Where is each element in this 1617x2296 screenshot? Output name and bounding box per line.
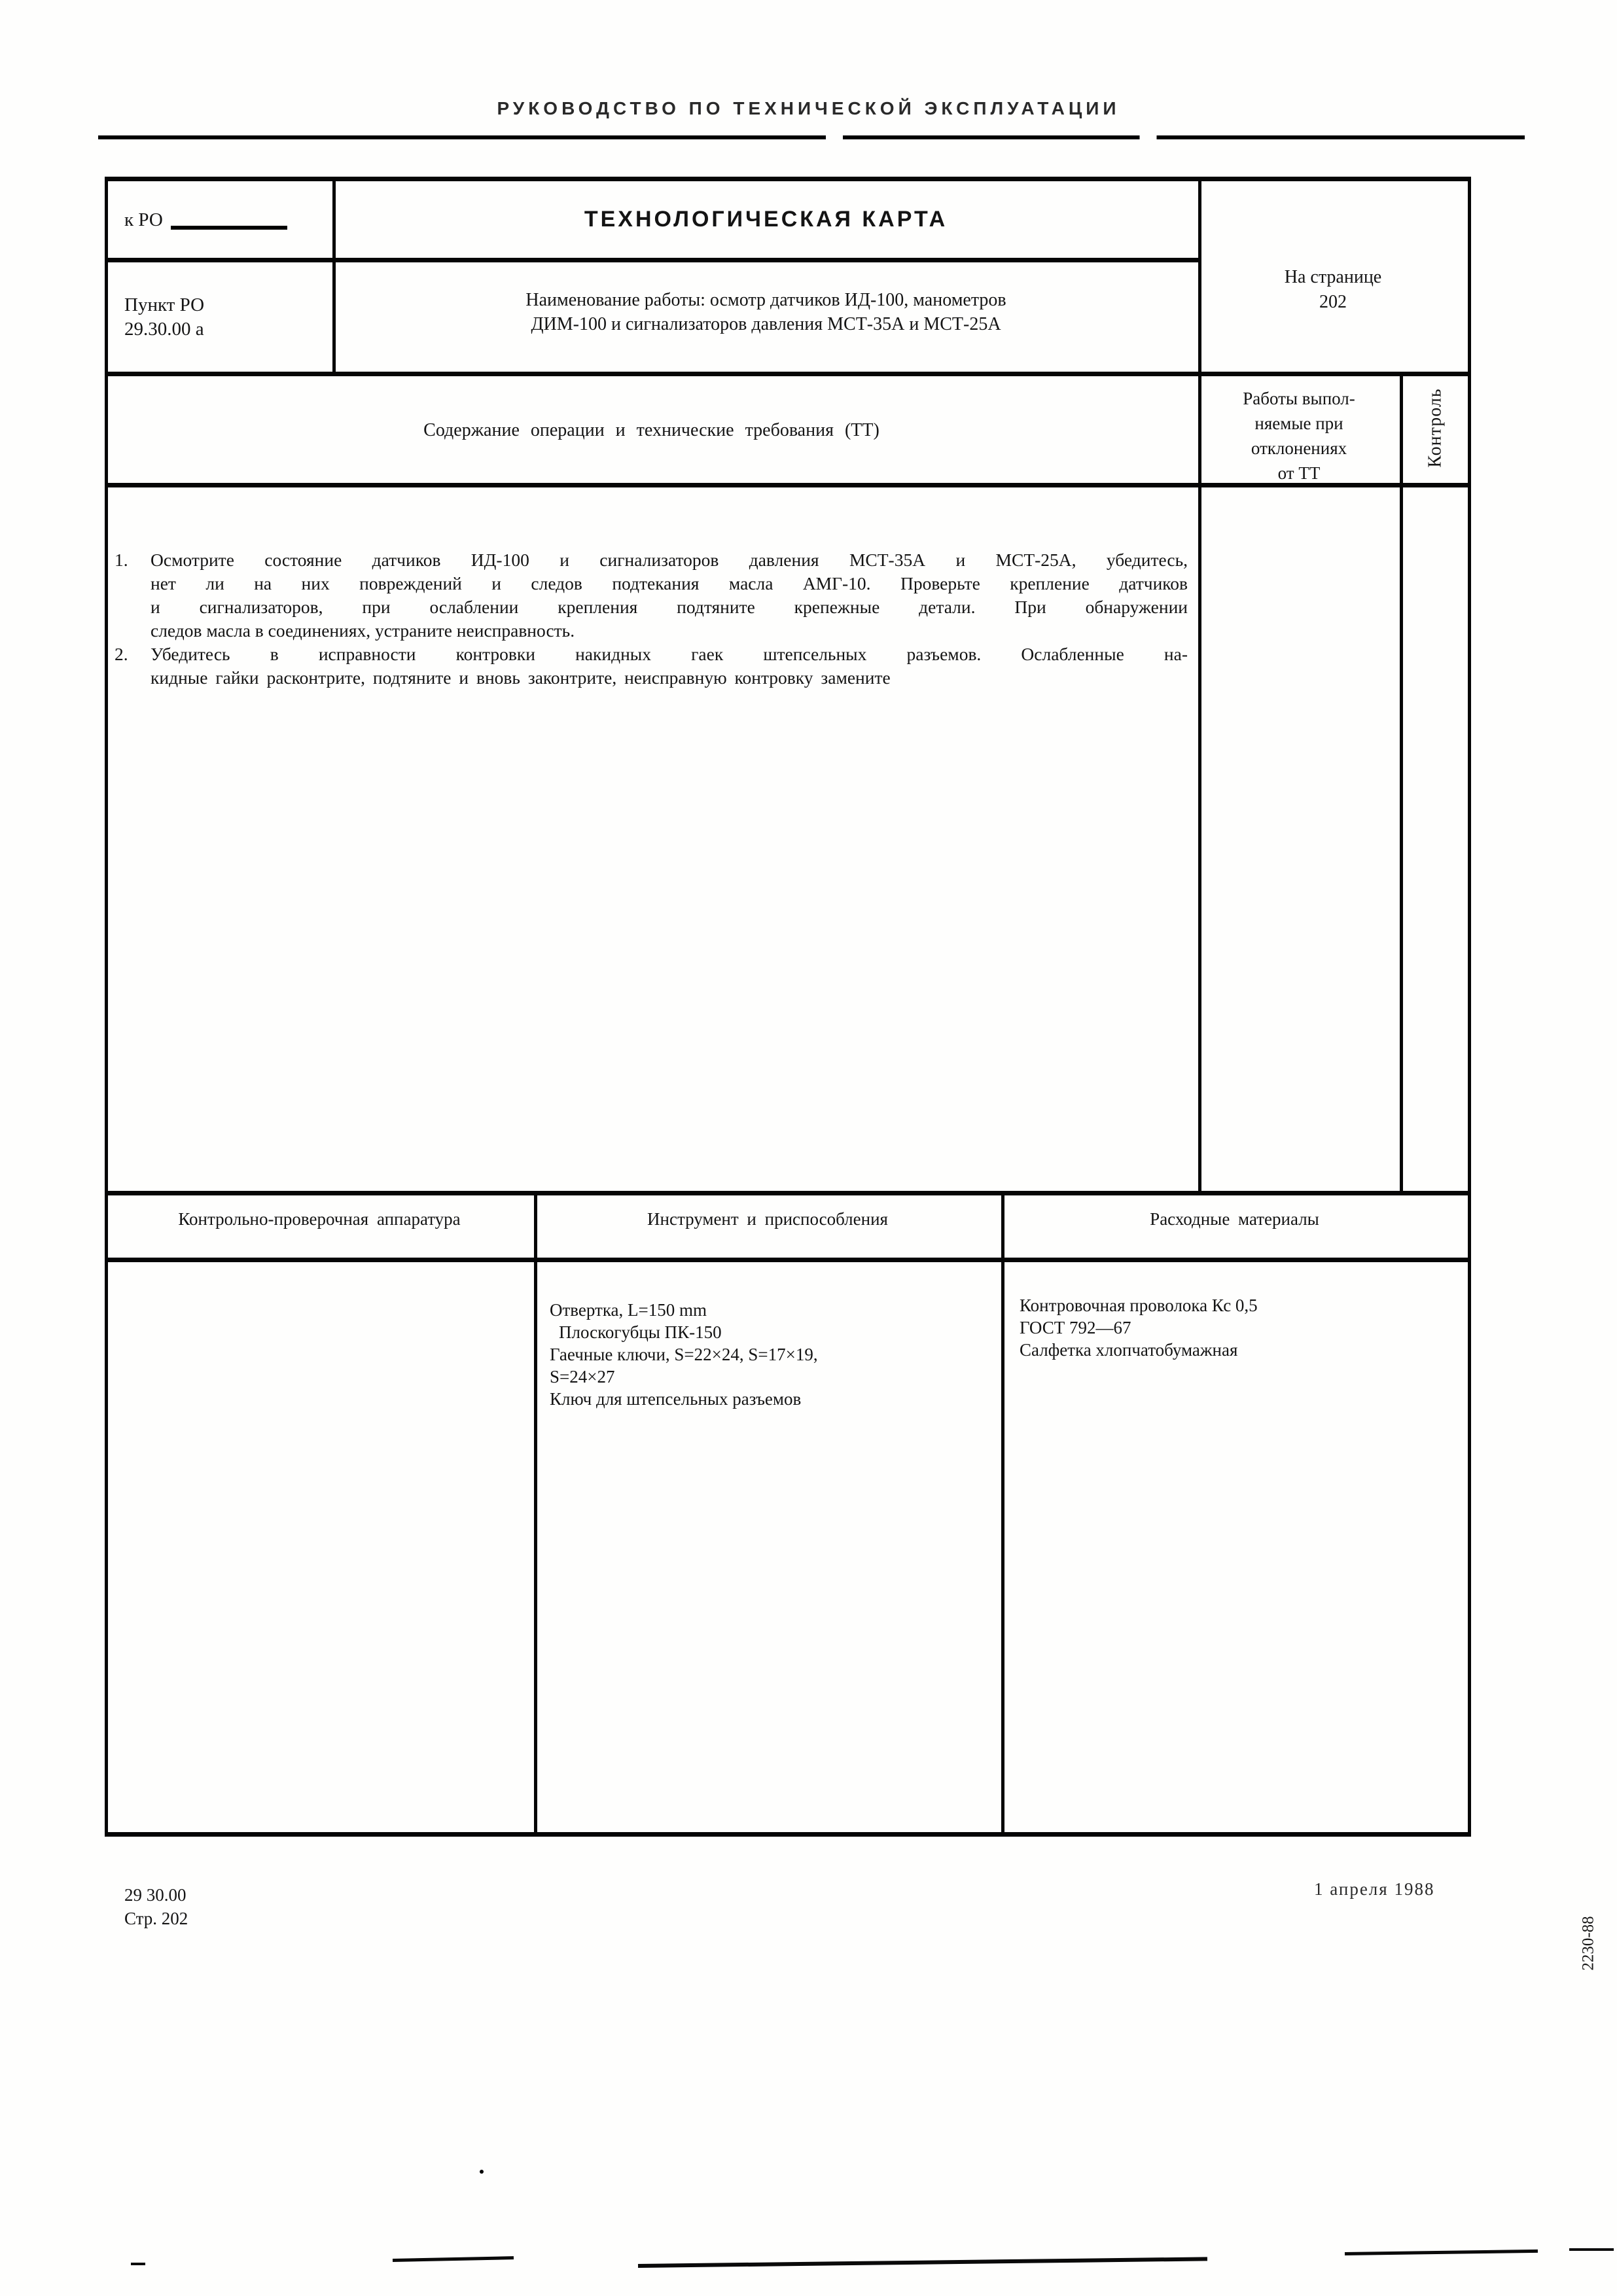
table-border [1198,177,1201,1194]
work-name-line: ДИМ-100 и сигнализаторов давления МСТ-35А и МСТ-25А [531,314,1001,334]
on-page-cell [1198,265,1468,315]
materials-header: Расходные материалы [1150,1209,1319,1229]
on-page-value: 202 [1319,292,1347,312]
margin-print-code: 2230-88 [1580,1916,1598,1971]
operation-line: и сигнализаторов, при ослаблении крепления подтяните крепежные детали. При обнаружении [151,597,1188,617]
scan-artifact [638,2257,1207,2268]
punkt-ro-value: 29.30.00 а [124,319,204,340]
scan-artifact [393,2256,514,2262]
footer-date: 1 апреля 1988 [1314,1879,1435,1899]
material-item: Салфетка хлопчатобумажная [1020,1340,1238,1360]
footer-doc-ref [124,1883,188,1930]
to-ro-cell [124,209,287,231]
header-rule [98,135,1525,139]
tool-item: S=24×27 [550,1367,615,1386]
test-equipment-header: Контрольно-проверочная аппаратура [178,1209,461,1229]
footer-doc-code: 29 30.00 [124,1885,187,1905]
control-column-header [1403,374,1468,482]
operations-content [115,548,1188,690]
operation-text: Убедитесь в исправности контровки накидных гаек штепсельных разъемов. Ослабленные на- [151,644,1188,664]
page-title: РУКОВОДСТВО ПО ТЕХНИЧЕСКОЙ ЭКСПЛУАТАЦИИ [497,98,1120,118]
table-border [105,1191,1471,1195]
material-item: ГОСТ 792—67 [1020,1318,1131,1337]
scan-artifact [131,2263,145,2265]
work-name-cell [334,288,1198,336]
table-border [105,1258,1471,1262]
scan-artifact [1345,2250,1538,2255]
scan-artifact [1569,2248,1614,2251]
tool-item: Ключ для штепсельных разъемов [550,1389,802,1409]
table-border [534,1191,537,1837]
operation-text: Осмотрите состояние датчиков ИД-100 и сигнализаторов давления МСТ-35А и МСТ-25А, убедитесь, [151,550,1188,570]
tools-header: Инструмент и приспособления [647,1209,888,1229]
materials-list [1020,1294,1451,1361]
tool-item: Отвертка, L=150 mm [550,1300,707,1320]
tools-list [550,1299,988,1410]
footer-page-number: Стр. 202 [124,1909,188,1928]
deviations-column-header: Работы выпол- няемые при отклонениях от ТТ [1243,389,1355,483]
table-border [1468,177,1471,1837]
card-title: ТЕХНОЛОГИЧЕСКАЯ КАРТА [584,207,948,232]
operation-line [115,548,1188,572]
material-item: Контровочная проволока Кс 0,5 [1020,1296,1258,1315]
to-ro-blank-line [171,219,287,230]
work-name-line: Наименование работы: осмотр датчиков ИД-100, манометров [525,290,1006,310]
operation-line: следов масла в соединениях, устраните неисправность. [151,620,575,641]
operation-line: кидные гайки расконтрите, подтяните и вновь законтрите, неисправную контровку замените [151,667,891,688]
table-border [1001,1191,1004,1837]
table-border [1400,372,1403,1194]
operation-line [115,643,1188,666]
scan-speck [480,2170,484,2174]
tool-item: Плоскогубцы ПК-150 [559,1322,722,1342]
on-page-label: На странице [1284,267,1382,287]
table-border [105,258,1201,262]
punkt-ro-cell [124,293,204,342]
operation-line: нет ли на них повреждений и следов подтекания масла АМГ-10. Проверьте крепление датчиков [151,573,1188,593]
tool-item: Гаечные ключи, S=22×24, S=17×19, [550,1345,818,1364]
content-column-header: Содержание операции и технические требования (ТТ) [423,420,880,440]
table-border [105,372,1471,376]
table-border [105,177,1471,181]
to-ro-label: к РО [124,209,163,230]
operation-number: 2. [115,644,128,664]
table-border [105,1832,1471,1837]
operation-number: 1. [115,550,128,570]
control-label: Контроль [1425,388,1446,468]
punkt-ro-label: Пункт РО [124,294,205,315]
